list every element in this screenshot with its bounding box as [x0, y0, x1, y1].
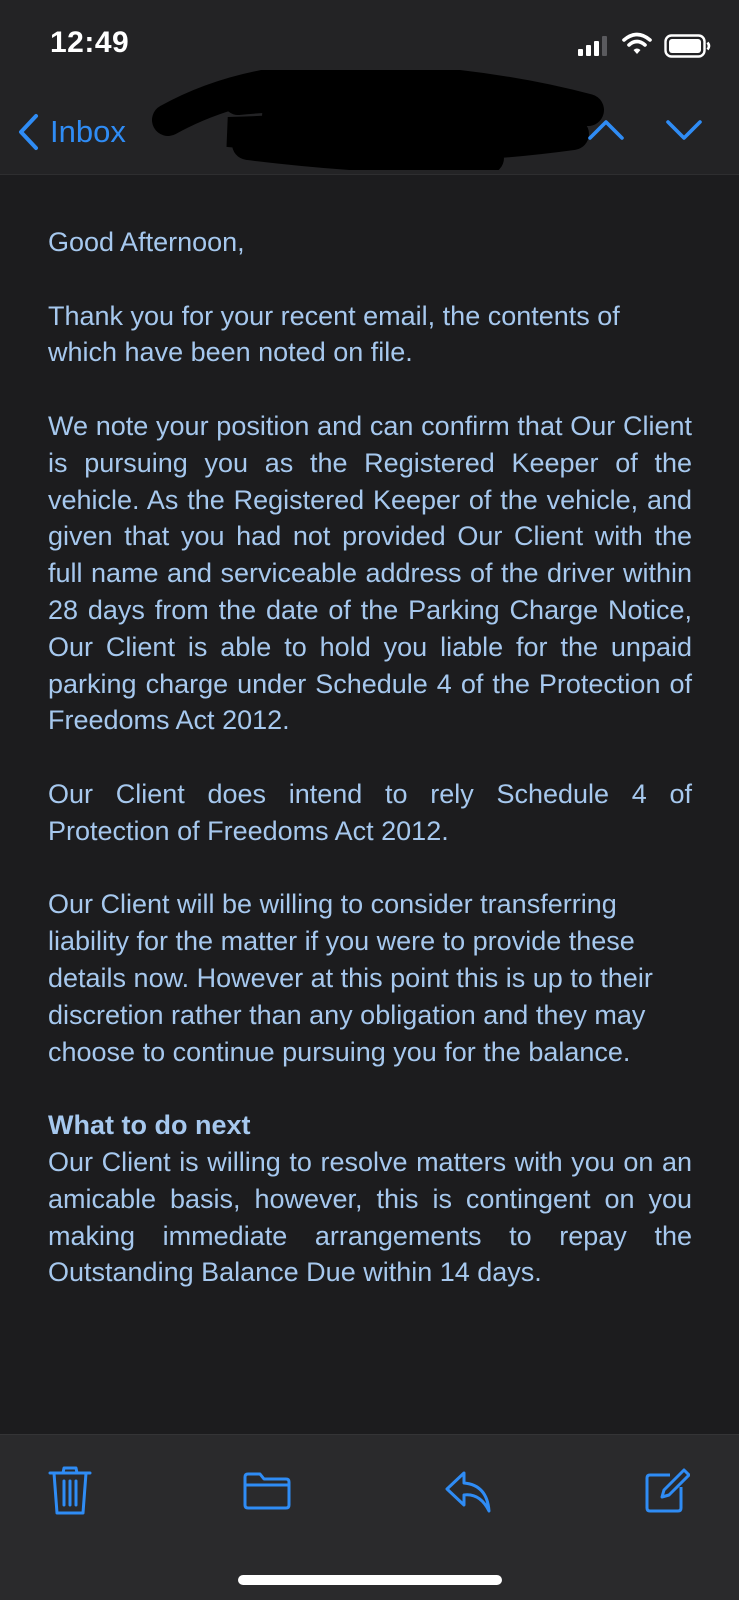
compose-icon[interactable]: [644, 1465, 690, 1515]
chevron-down-icon[interactable]: [664, 110, 704, 150]
cellular-signal-icon: [578, 36, 608, 56]
message-paragraph: Our Client does intend to rely Schedule 4 of Protection of Freedoms Act 2012.: [48, 778, 692, 846]
reply-icon[interactable]: [444, 1469, 492, 1515]
back-to-inbox-button[interactable]: [16, 110, 126, 154]
message-body: [48, 224, 692, 1328]
home-indicator[interactable]: [238, 1575, 502, 1585]
message-paragraph: Our Client will be willing to consider transferring liability for the matter if you were to provide these details now. However at this point this is up to their discretion rather than any obligation and they may choose to continue pursuing you for the balance.: [48, 889, 653, 1067]
chevron-left-icon: [16, 112, 40, 152]
navigation-bar: [0, 92, 739, 175]
battery-icon: [664, 34, 712, 58]
status-time: 12:49: [50, 26, 130, 59]
chevron-up-icon[interactable]: [586, 110, 626, 150]
bottom-toolbar: [0, 1434, 739, 1600]
message-paragraph: Our Client is willing to resolve matters with you on an amicable basis, however, this is contingent on you making immediate arrangements to repay the Outstanding Balance Due within 14 days.: [48, 1146, 692, 1288]
greeting: Good Afternoon,: [48, 227, 245, 257]
trash-icon[interactable]: [48, 1465, 92, 1517]
folder-icon[interactable]: [242, 1471, 292, 1511]
redaction-scribble: [128, 70, 608, 170]
section-heading: What to do next: [48, 1110, 251, 1141]
message-paragraph: We note your position and can confirm that Our Client is pursuing you as the Registered Keeper of the vehicle. As the Registered Keeper of the vehicle, and given that you had not provided Our Client with the full name and serviceable address of the driver within 28 days from the date of the Parking Charge Notice, Our Client is able to hold you liable for the unpaid parking charge under Schedule 4 of the Protection of Freedoms Act 2012.: [48, 410, 692, 736]
wifi-icon: [622, 32, 652, 56]
message-paragraph: Thank you for your recent email, the contents of which have been noted on file.: [48, 300, 620, 368]
message-section: [48, 1107, 692, 1291]
back-label: Inbox: [50, 114, 126, 149]
